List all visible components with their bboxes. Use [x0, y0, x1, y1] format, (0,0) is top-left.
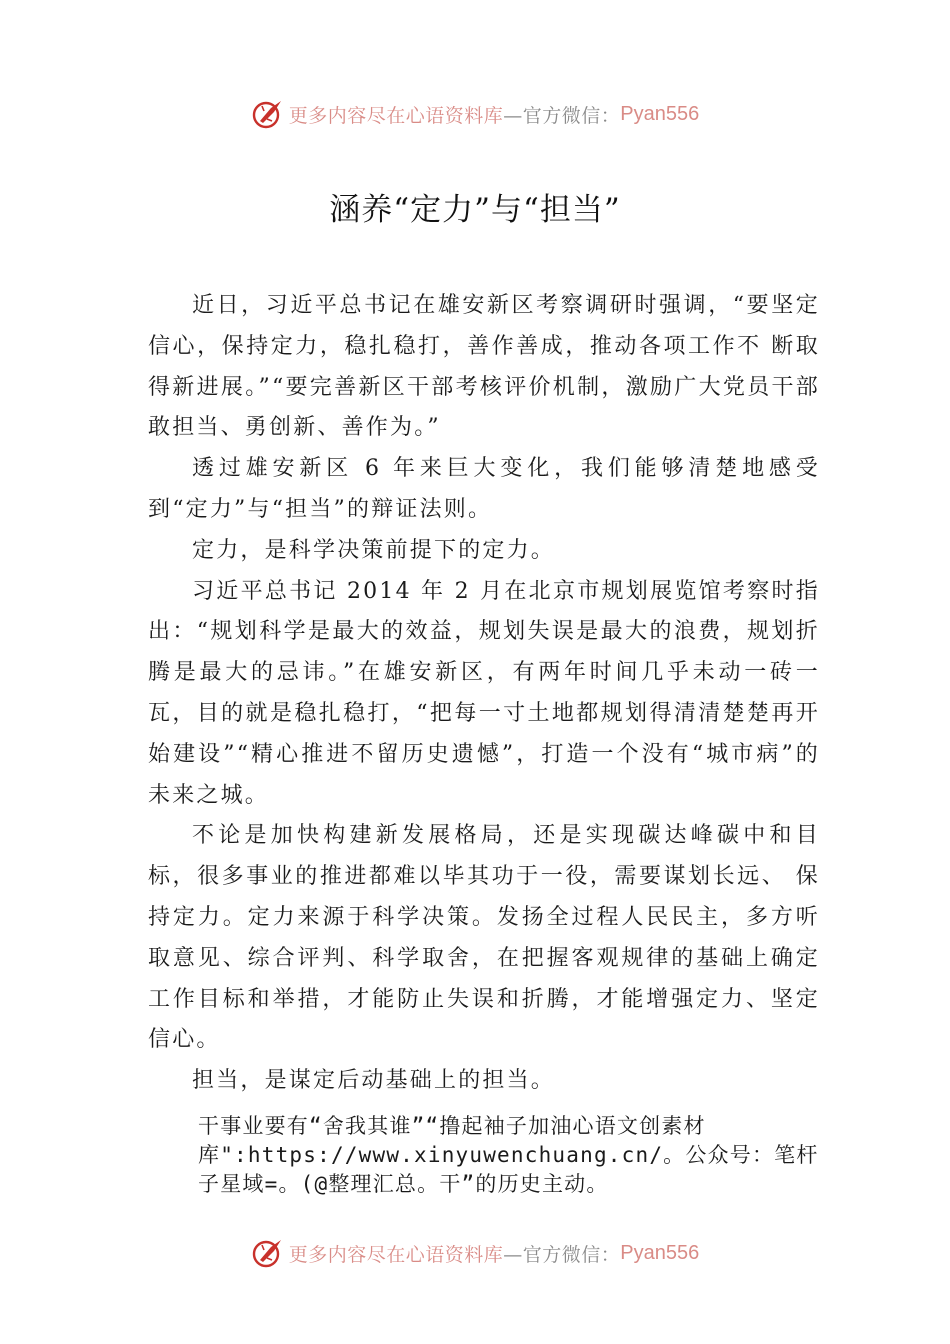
- paragraph: 定力，是科学决策前提下的定力。: [192, 537, 556, 563]
- paragraph: 透过雄安新区 6 年来巨大变化，我们能够清楚地感受到“定力”与“担当”的辩证法则。: [148, 456, 820, 522]
- banner-wechat-label: —官方微信：: [503, 104, 621, 127]
- quill-logo-icon: [251, 1236, 285, 1270]
- banner-library-text: 更多内容尽在心语资料库: [288, 104, 504, 127]
- paragraph: 不论是加快构建新发展格局，还是实现碳达峰碳中和目标，很多事业的推进都难以毕其功于一役，需要谋划长远、 保持定力。定力来源于科学决策。发扬全过程人民民主，多方听取意见、综合评判、科学取舍，在把握客观规律的基础上确定工作目标和举措，才能防止失误和折腾，才能增强定力、坚定信心。: [148, 823, 820, 1053]
- paragraph: 担当，是谋定后动基础上的担当。: [192, 1068, 556, 1094]
- banner-wechat-label: —官方微信：: [503, 1243, 621, 1266]
- banner-library-text: 更多内容尽在心语资料库: [288, 1243, 504, 1266]
- article-body: [148, 286, 820, 1102]
- paragraph: 习近平总书记 2014 年 2 月在北京市规划展览馆考察时指出：“规划科学是最大的效益，规划失误是最大的浪费，规划折腾是最大的忌讳。”在雄安新区，有两年时间几乎未动一砖一瓦，目的就是稳扎稳打，“把每一寸土地都规划得清清楚楚再开始建设”“精心推进不留历史遗憾”，打造一个没有“城市病”的未来之城。: [148, 578, 820, 808]
- paragraph: 近日，习近平总书记在雄安新区考察调研时强调，“要坚定信心，保持定力，稳扎稳打，善作善成，推动各项工作不 断取得新进展。”“要完善新区干部考核评价机制，激励广大党员干部敢担当、勇创新、善作为。”: [148, 293, 820, 441]
- header-banner: [0, 94, 950, 134]
- watermark-paragraph: 干事业要有“舍我其谁”“撸起袖子加油心语文创素材库":https://www.xinyuwenchuang.cn/。公众号：笔杆子星域=。(@整理汇总。干”的历史主动。: [198, 1114, 819, 1196]
- banner-wechat-id: Pyan556: [620, 1241, 700, 1264]
- banner-wechat-id: Pyan556: [620, 102, 700, 125]
- footer-banner: [0, 1233, 950, 1273]
- article-title: 涵养“定力”与“担当”: [329, 192, 621, 228]
- quill-logo-icon: [251, 97, 285, 131]
